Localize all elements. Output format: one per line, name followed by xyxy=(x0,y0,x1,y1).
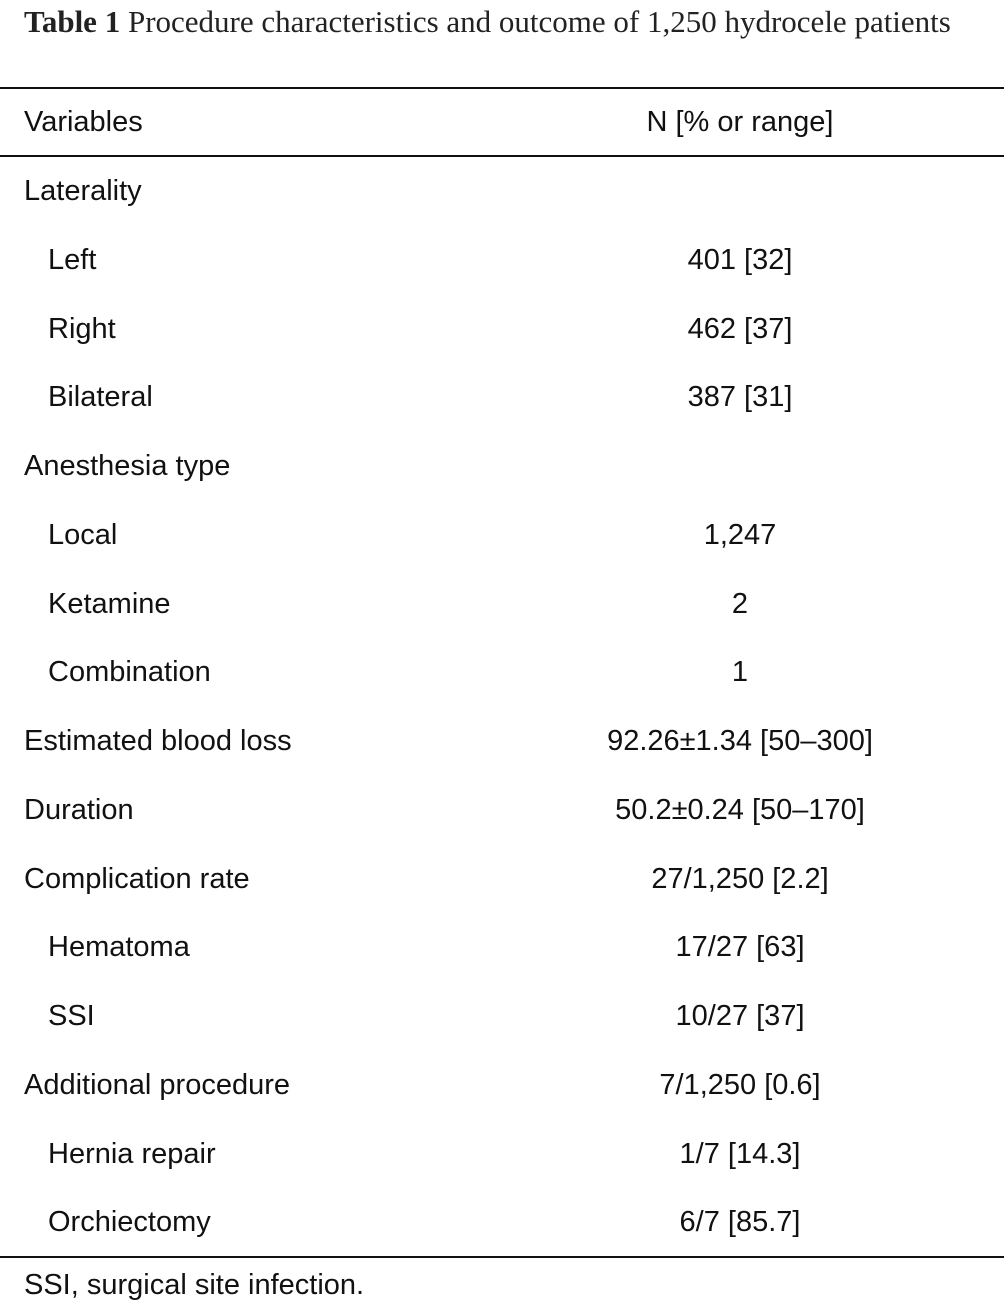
row-variable: Duration xyxy=(24,793,134,826)
row-value: 2 xyxy=(731,587,749,620)
table-row xyxy=(0,501,1004,569)
row-variable: Combination xyxy=(48,656,211,689)
table-number: Table 1 xyxy=(24,4,121,39)
row-value: 10/27 [37] xyxy=(675,1000,805,1032)
table-row xyxy=(0,295,1004,363)
row-value: 92.26±1.34 [50–300] xyxy=(607,725,873,757)
row-variable: Ketamine xyxy=(48,587,171,620)
table-footnote: SSI, surgical site infection. xyxy=(24,1269,365,1301)
table-row xyxy=(0,845,1004,913)
table-row xyxy=(0,776,1004,844)
table-row xyxy=(0,432,1004,500)
row-value: 50.2±0.24 [50–170] xyxy=(615,793,865,826)
row-value: 1 xyxy=(731,656,749,689)
row-variable: Additional procedure xyxy=(24,1068,291,1101)
table-title: Procedure characteristics and outcome of 1,250 hydrocele patients xyxy=(127,4,951,39)
table-row xyxy=(0,982,1004,1050)
header-values: N [% or range] xyxy=(646,106,834,138)
table-row xyxy=(0,1188,1004,1256)
row-value: 27/1,250 [2.2] xyxy=(651,862,829,895)
row-variable: Estimated blood loss xyxy=(24,725,292,757)
table-row xyxy=(0,570,1004,638)
row-value: 6/7 [85.7] xyxy=(679,1206,801,1239)
row-variable: Local xyxy=(48,518,118,551)
row-variable: Laterality xyxy=(24,175,142,207)
row-variable: Anesthesia type xyxy=(24,450,231,482)
header-variables: Variables xyxy=(24,106,143,138)
row-variable: Orchiectomy xyxy=(48,1206,211,1239)
row-variable: SSI xyxy=(48,1000,95,1032)
row-variable: Left xyxy=(48,243,97,276)
table-row xyxy=(0,1051,1004,1119)
table-caption xyxy=(24,0,984,44)
table-row xyxy=(0,226,1004,294)
table-row xyxy=(0,638,1004,706)
table-row xyxy=(0,913,1004,981)
row-value: 17/27 [63] xyxy=(675,931,805,964)
row-value: 401 [32] xyxy=(687,243,793,276)
table-row xyxy=(0,1120,1004,1188)
row-variable: Hernia repair xyxy=(48,1137,216,1170)
row-variable: Complication rate xyxy=(24,862,250,895)
row-variable: Bilateral xyxy=(48,381,153,414)
table-row xyxy=(0,363,1004,431)
row-value: 7/1,250 [0.6] xyxy=(659,1068,821,1101)
row-value: 1/7 [14.3] xyxy=(679,1137,801,1170)
row-value: 1,247 xyxy=(703,518,777,551)
row-value: 462 [37] xyxy=(687,312,793,345)
table-row xyxy=(0,157,1004,225)
row-variable: Hematoma xyxy=(48,931,190,964)
table-header xyxy=(0,89,1004,155)
bottom-rule xyxy=(0,1256,1004,1258)
row-value: 387 [31] xyxy=(687,381,793,414)
row-variable: Right xyxy=(48,312,116,345)
table-row xyxy=(0,707,1004,775)
